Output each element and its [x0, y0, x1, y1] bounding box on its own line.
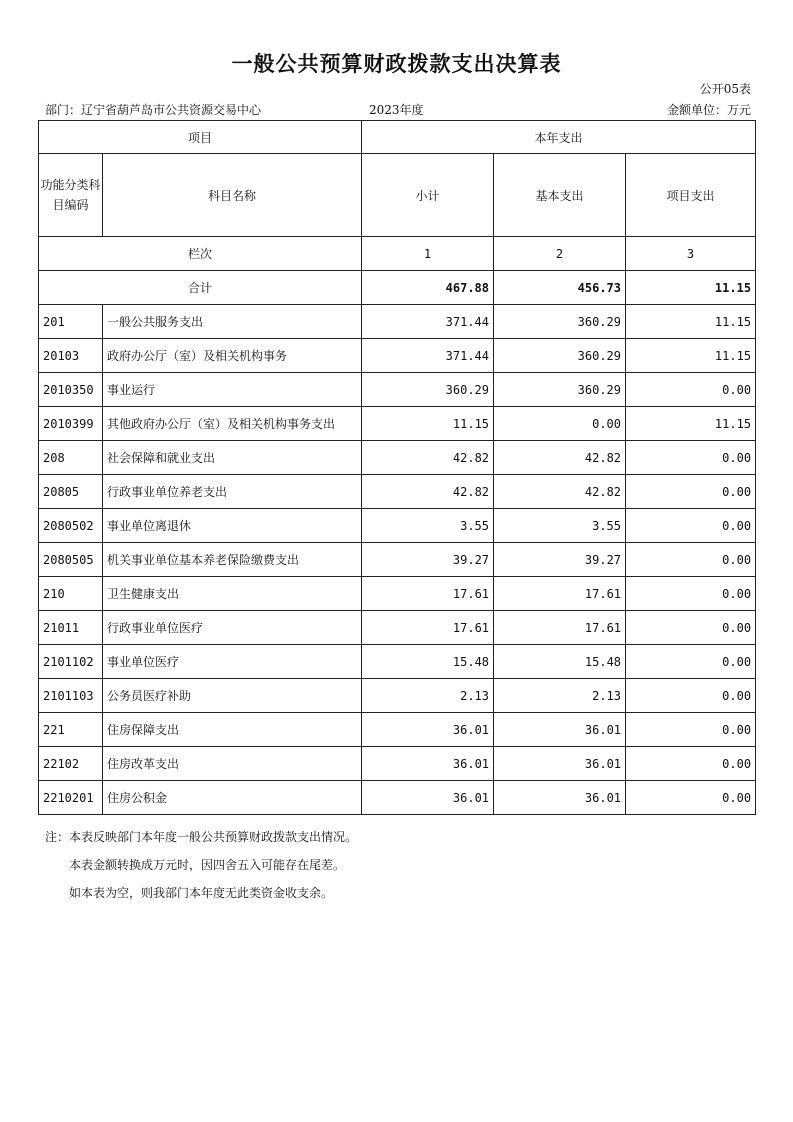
subtotal-value: 42.82 — [362, 475, 494, 509]
total-row — [39, 271, 756, 305]
subtotal-header: 小计 — [362, 154, 494, 237]
subject-code: 21011 — [39, 611, 103, 645]
table-row — [39, 679, 756, 713]
table-row — [39, 339, 756, 373]
subject-name: 政府办公厅（室）及相关机构事务 — [103, 339, 362, 373]
basic-value: 17.61 — [494, 611, 626, 645]
project-value: 11.15 — [626, 339, 756, 373]
table-row — [39, 305, 756, 339]
basic-value: 36.01 — [494, 747, 626, 781]
header-row-2 — [39, 154, 756, 237]
subject-code: 20103 — [39, 339, 103, 373]
page-title: 一般公共预算财政拨款支出决算表 — [231, 52, 562, 76]
basic-value: 0.00 — [494, 407, 626, 441]
project-value: 0.00 — [626, 543, 756, 577]
basic-value: 360.29 — [494, 373, 626, 407]
project-value: 0.00 — [626, 781, 756, 815]
expenditure-table — [38, 120, 756, 815]
subject-code: 2010350 — [39, 373, 103, 407]
table-row — [39, 577, 756, 611]
project-expenditure-header: 项目支出 — [626, 154, 756, 237]
table-row — [39, 543, 756, 577]
basic-expenditure-header: 基本支出 — [494, 154, 626, 237]
column-index-label: 栏次 — [39, 237, 362, 271]
total-subtotal: 467.88 — [362, 271, 494, 305]
department-label: 部门：辽宁省葫芦岛市公共资源交易中心 — [45, 103, 262, 117]
table-row — [39, 611, 756, 645]
total-project: 11.15 — [626, 271, 756, 305]
subject-name: 公务员医疗补助 — [103, 679, 362, 713]
column-index-2: 2 — [494, 237, 626, 271]
project-value: 11.15 — [626, 407, 756, 441]
basic-value: 17.61 — [494, 577, 626, 611]
current-year-expenditure-header: 本年支出 — [362, 121, 756, 154]
subtotal-value: 36.01 — [362, 781, 494, 815]
column-index-1: 1 — [362, 237, 494, 271]
table-row — [39, 645, 756, 679]
subject-name: 事业运行 — [103, 373, 362, 407]
basic-value: 2.13 — [494, 679, 626, 713]
basic-value: 3.55 — [494, 509, 626, 543]
subtotal-value: 360.29 — [362, 373, 494, 407]
subject-name: 社会保障和就业支出 — [103, 441, 362, 475]
subtotal-value: 3.55 — [362, 509, 494, 543]
table-row — [39, 407, 756, 441]
basic-value: 15.48 — [494, 645, 626, 679]
subject-code: 201 — [39, 305, 103, 339]
subject-code: 2101103 — [39, 679, 103, 713]
project-value: 0.00 — [626, 611, 756, 645]
header-row-1 — [39, 121, 756, 154]
project-value: 0.00 — [626, 645, 756, 679]
subject-code: 2080502 — [39, 509, 103, 543]
subject-code: 210 — [39, 577, 103, 611]
table-row — [39, 747, 756, 781]
subject-name: 卫生健康支出 — [103, 577, 362, 611]
basic-value: 39.27 — [494, 543, 626, 577]
subject-name: 住房公积金 — [103, 781, 362, 815]
subtotal-value: 42.82 — [362, 441, 494, 475]
column-index-row — [39, 237, 756, 271]
total-basic: 456.73 — [494, 271, 626, 305]
project-value: 0.00 — [626, 509, 756, 543]
subtotal-value: 39.27 — [362, 543, 494, 577]
basic-value: 36.01 — [494, 781, 626, 815]
subtotal-value: 15.48 — [362, 645, 494, 679]
subject-name-header: 科目名称 — [103, 154, 362, 237]
subject-name: 事业单位医疗 — [103, 645, 362, 679]
note-line: 如本表为空，则我部门本年度无此类资金收支余。 — [69, 886, 334, 900]
subject-code: 221 — [39, 713, 103, 747]
total-label: 合计 — [39, 271, 362, 305]
subtotal-value: 371.44 — [362, 339, 494, 373]
notes — [45, 823, 357, 907]
subject-code: 2080505 — [39, 543, 103, 577]
subtotal-value: 36.01 — [362, 747, 494, 781]
subject-code: 22102 — [39, 747, 103, 781]
table-row — [39, 475, 756, 509]
subject-code: 2101102 — [39, 645, 103, 679]
subject-code: 208 — [39, 441, 103, 475]
subject-code: 20805 — [39, 475, 103, 509]
note-line: 本表金额转换成万元时，因四舍五入可能存在尾差。 — [69, 858, 346, 872]
basic-value: 36.01 — [494, 713, 626, 747]
basic-value: 360.29 — [494, 305, 626, 339]
subject-name: 住房保障支出 — [103, 713, 362, 747]
subject-name: 机关事业单位基本养老保险缴费支出 — [103, 543, 362, 577]
subject-name: 事业单位离退休 — [103, 509, 362, 543]
subject-name: 住房改革支出 — [103, 747, 362, 781]
project-value: 0.00 — [626, 577, 756, 611]
project-value: 0.00 — [626, 441, 756, 475]
project-value: 0.00 — [626, 747, 756, 781]
basic-value: 42.82 — [494, 475, 626, 509]
subtotal-value: 11.15 — [362, 407, 494, 441]
project-value: 0.00 — [626, 679, 756, 713]
project-value: 11.15 — [626, 305, 756, 339]
fiscal-year: 2023年度 — [369, 103, 424, 117]
subject-code: 2210201 — [39, 781, 103, 815]
subtotal-value: 2.13 — [362, 679, 494, 713]
project-value: 0.00 — [626, 475, 756, 509]
column-index-3: 3 — [626, 237, 756, 271]
project-value: 0.00 — [626, 373, 756, 407]
subject-name: 行政事业单位医疗 — [103, 611, 362, 645]
subtotal-value: 36.01 — [362, 713, 494, 747]
subject-name: 行政事业单位养老支出 — [103, 475, 362, 509]
item-header: 项目 — [39, 121, 362, 154]
form-number: 公开05表 — [699, 82, 751, 96]
project-value: 0.00 — [626, 713, 756, 747]
table-row — [39, 441, 756, 475]
table-row — [39, 781, 756, 815]
subtotal-value: 371.44 — [362, 305, 494, 339]
subject-name: 一般公共服务支出 — [103, 305, 362, 339]
amount-unit: 金额单位：万元 — [666, 103, 751, 117]
note-line: 注：本表反映部门本年度一般公共预算财政拨款支出情况。 — [45, 830, 358, 844]
subject-code: 2010399 — [39, 407, 103, 441]
table-row — [39, 713, 756, 747]
basic-value: 360.29 — [494, 339, 626, 373]
table-row — [39, 373, 756, 407]
subject-name: 其他政府办公厅（室）及相关机构事务支出 — [103, 407, 362, 441]
function-code-header: 功能分类科目编码 — [39, 154, 103, 237]
table-row — [39, 509, 756, 543]
subtotal-value: 17.61 — [362, 611, 494, 645]
subtotal-value: 17.61 — [362, 577, 494, 611]
basic-value: 42.82 — [494, 441, 626, 475]
